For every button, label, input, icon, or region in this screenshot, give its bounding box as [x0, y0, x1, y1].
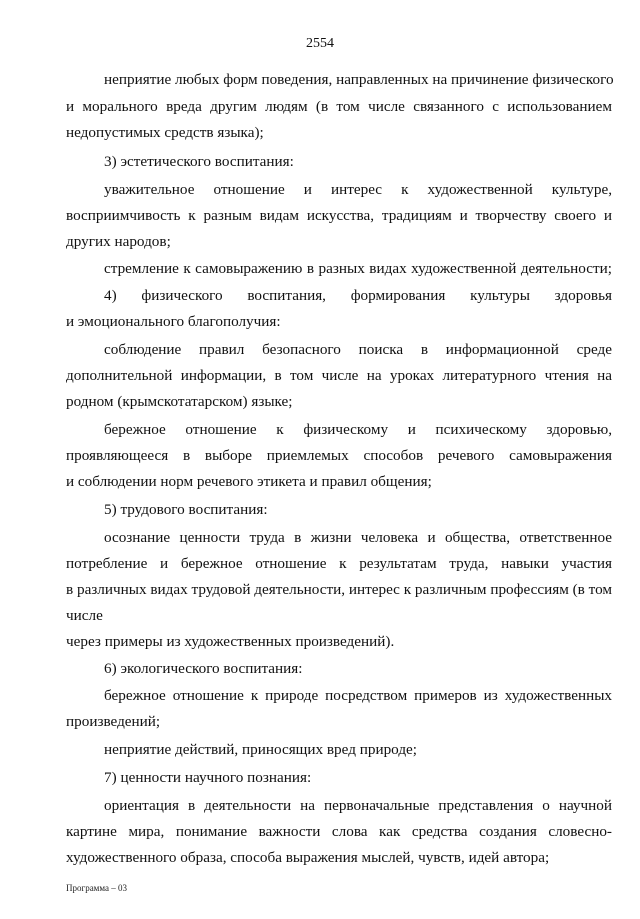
text-line: в различных видах трудовой деятельности, интерес к различным профессиям (в том [66, 581, 612, 598]
text-line: соблюдение правил безопасного поиска в информационной среде [104, 341, 612, 358]
text-line: проявляющееся в выборе приемлемых способов речевого самовыражения [66, 447, 612, 464]
text-line: родном (крымскотатарском) языке; [66, 393, 293, 410]
section-heading: 7) ценности научного познания: [104, 769, 312, 786]
footer-label: Программа – 03 [66, 883, 128, 893]
text-line: других народов; [66, 233, 171, 250]
page-number: 2554 [306, 36, 334, 51]
text-line: осознание ценности труда в жизни человека и общества, ответственное [104, 529, 612, 546]
section-heading: 3) эстетического воспитания: [104, 153, 294, 170]
text-line: уважительное отношение и интерес к художественной культуре, [104, 181, 612, 198]
section-heading: 6) экологического воспитания: [104, 660, 303, 677]
text-line: и морального вреда другим людям (в том числе связанного с использованием [66, 98, 612, 115]
section-heading: 4) физического воспитания, формирования культуры здоровья [104, 287, 612, 304]
text-line: и эмоционального благополучия: [66, 313, 281, 330]
text-line: неприятие действий, приносящих вред природе; [104, 741, 418, 758]
text-line: недопустимых средств языка); [66, 124, 264, 141]
text-line: бережное отношение к природе посредством примеров из художественных [104, 687, 612, 704]
text-line: произведений; [66, 713, 161, 730]
section-heading: 5) трудового воспитания: [104, 501, 268, 518]
text-line: бережное отношение к физическому и психическому здоровью, [104, 421, 612, 438]
text-line: через примеры из художественных произведений). [66, 633, 395, 650]
text-line: неприятие любых форм поведения, направленных на причинение физического [104, 71, 614, 88]
text-line: ориентация в деятельности на первоначальные представления о научной [104, 797, 612, 814]
text-line: художественного образа, способа выражения мыслей, чувств, идей автора; [66, 849, 550, 866]
text-line: числе [66, 607, 103, 624]
text-line: и соблюдении норм речевого этикета и правил общения; [66, 473, 432, 490]
text-line: дополнительной информации, в том числе на уроках литературного чтения на [66, 367, 612, 384]
text-line: восприимчивость к разным видам искусства, традициям и творчеству своего и [66, 207, 612, 224]
text-line: стремление к самовыражению в разных видах художественной деятельности; [104, 260, 612, 277]
text-line: картине мира, понимание важности слова как средства создания словесно- [66, 823, 612, 840]
text-line: потребление и бережное отношение к результатам труда, навыки участия [66, 555, 612, 572]
